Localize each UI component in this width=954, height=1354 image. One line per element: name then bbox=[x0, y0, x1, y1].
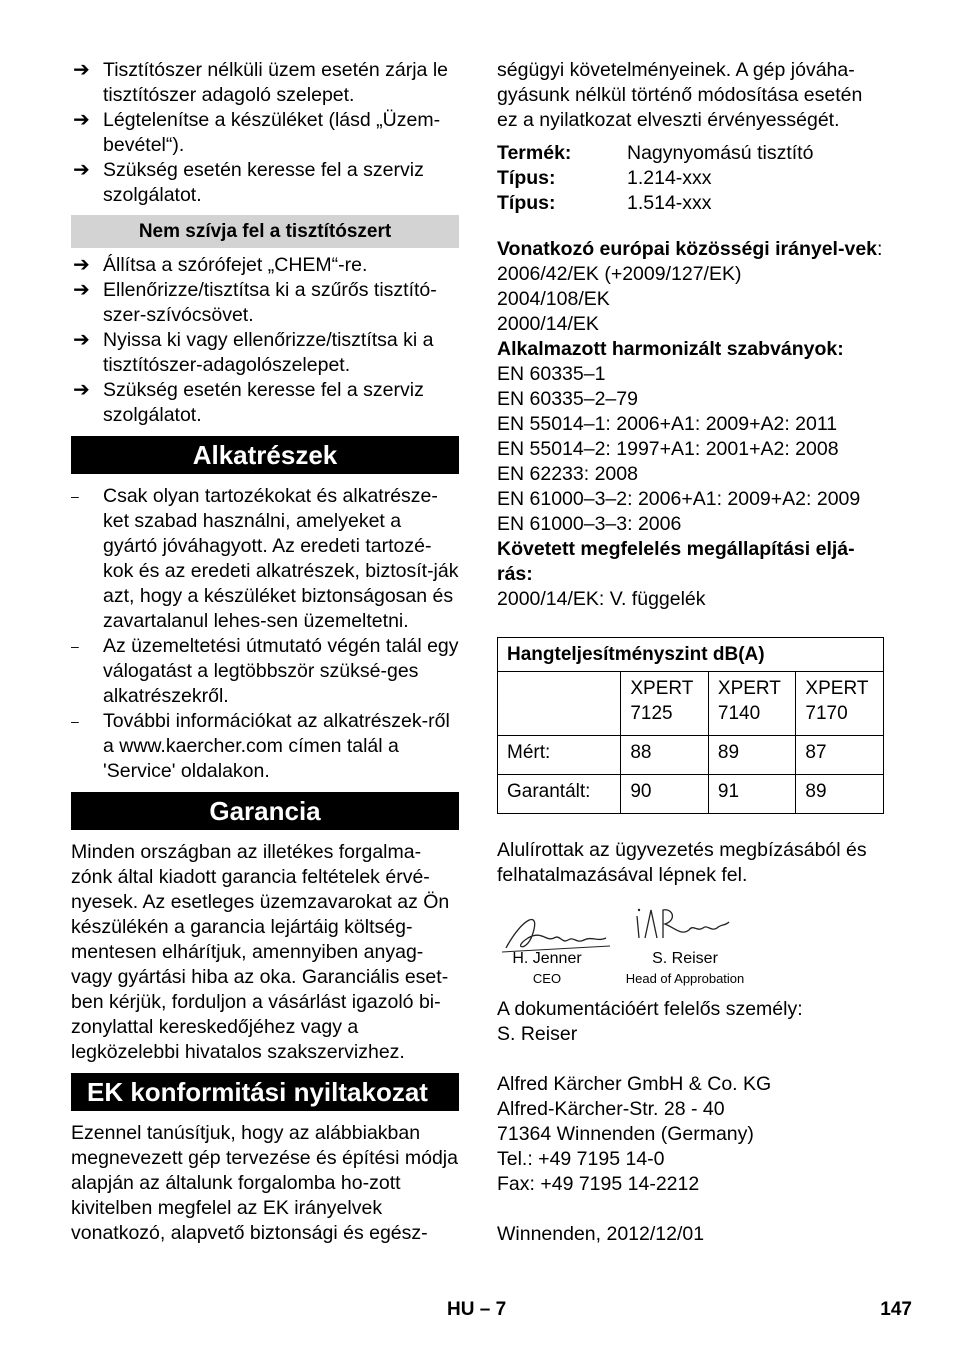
arrow-icon: ➔ bbox=[73, 379, 90, 401]
table-corner-cell bbox=[498, 672, 621, 736]
arrow-icon: ➔ bbox=[73, 254, 90, 276]
heading-parts: Alkatrészek bbox=[71, 436, 459, 474]
address-line: Fax: +49 7195 14-2212 bbox=[497, 1173, 700, 1195]
heading-ek-declaration: EK konformitási nyiltakozat bbox=[71, 1073, 459, 1111]
list-item: ➔ Nyissa ki vagy ellenőrizze/tisztítsa ki a tisztítószer-adagolószelepet. bbox=[73, 329, 434, 376]
left-column bbox=[71, 58, 459, 1246]
dash-icon: – bbox=[71, 713, 79, 729]
table-cell: 87 bbox=[796, 736, 884, 775]
standard-item: EN 60335–1 bbox=[497, 363, 606, 385]
standards-label: Alkalmazott harmonizált szabványok: bbox=[497, 338, 844, 360]
place-date: Winnenden, 2012/12/01 bbox=[497, 1223, 705, 1245]
directives-label: Vonatkozó európai közösségi irányel-vek: bbox=[497, 238, 883, 260]
standard-item: EN 55014–1: 2006+A1: 2009+A2: 2011 bbox=[497, 413, 838, 435]
table-header-cell: XPERT 7140 bbox=[708, 672, 796, 736]
right-column bbox=[497, 58, 885, 1247]
table-row bbox=[498, 736, 884, 775]
signers-paragraph: Alulírottak az ügyvezetés megbízásából és felhatalmazásával lépnek fel. bbox=[497, 839, 867, 886]
signature-jenner-image bbox=[502, 908, 612, 956]
footer-section: HU – 7 bbox=[447, 1299, 507, 1320]
arrow-icon: ➔ bbox=[73, 159, 90, 181]
signer-name: H. Jenner bbox=[512, 950, 582, 967]
row-label: Mért: bbox=[498, 736, 621, 775]
address-line: Tel.: +49 7195 14-0 bbox=[497, 1148, 665, 1170]
intro-list bbox=[71, 58, 459, 208]
warranty-paragraph: Minden országban az illetékes forgalma-zónk által kiadott garancia feltételek érvé-nyesek. Az esetleges üzemzavarokat az Ön készülékén a garancia lejártáig költség-mentesen elhárítjuk, amennyiben anyag-vagy gyártási hiba az oka. Garanciális eset-ben kérjük, forduljon a vásárlást igazoló bi-zonylattal kereskedőjéhez vagy a legközelebbi hivatalos szakszervizhez. bbox=[71, 841, 450, 1063]
arrow-icon: ➔ bbox=[73, 59, 90, 81]
noise-level-table bbox=[497, 637, 884, 814]
product-row: Típus: 1.214-xxx bbox=[497, 167, 712, 189]
table-cell: 88 bbox=[621, 736, 709, 775]
ek-paragraph: Ezennel tanúsítjuk, hogy az alábbiakban megnevezett gép tervezése és építési módja alapján az általunk forgalomba ho-zott kivitelben megfelel az EK irányelvek vonatkozó, alapvető biztonsági és egész- bbox=[71, 1122, 458, 1244]
signature-jenner bbox=[497, 950, 597, 987]
arrow-icon: ➔ bbox=[73, 279, 90, 301]
table-title: Hangteljesítményszint dB(A) bbox=[498, 638, 884, 672]
list-item: ➔ Légtelenítse a készüléket (lásd „Üzem-bevétel“). bbox=[73, 109, 441, 156]
subheading-no-detergent: Nem szívja fel a tisztítószert bbox=[71, 215, 459, 248]
directive-item: 2000/14/EK bbox=[497, 313, 599, 335]
product-info bbox=[497, 141, 885, 216]
address-line: Alfred Kärcher GmbH & Co. KG bbox=[497, 1073, 772, 1095]
dash-icon: – bbox=[71, 638, 79, 654]
directives-block bbox=[497, 237, 885, 612]
signer-role: Head of Approbation bbox=[625, 971, 745, 986]
directive-item: 2004/108/EK bbox=[497, 288, 610, 310]
product-row: Termék: Nagynyomású tisztító bbox=[497, 142, 814, 164]
address-line: 71364 Winnenden (Germany) bbox=[497, 1123, 754, 1145]
directive-item: 2006/42/EK (+2009/127/EK) bbox=[497, 263, 742, 285]
address-line: Alfred-Kärcher-Str. 28 - 40 bbox=[497, 1098, 725, 1120]
page-number: 147 bbox=[880, 1299, 912, 1320]
list-item: – Az üzemeltetési útmutató végén talál egy válogatást a legtöbbször szüksé-ges alkatrészekről. bbox=[71, 635, 459, 707]
list-item: ➔ Állítsa a szórófejet „CHEM“-re. bbox=[73, 254, 368, 276]
list-item: ➔ Szükség esetén keresse fel a szerviz szolgálatot. bbox=[73, 379, 424, 426]
doc-person: S. Reiser bbox=[497, 1023, 578, 1045]
doc-person-label: A dokumentációért felelős személy: bbox=[497, 998, 803, 1020]
list-item: ➔ Szükség esetén keresse fel a szerviz szolgálatot. bbox=[73, 159, 424, 206]
company-address bbox=[497, 1072, 885, 1197]
dash-icon: – bbox=[71, 488, 79, 504]
parts-list bbox=[71, 484, 459, 784]
procedure-label: Követett megfelelés megállapítási eljá-rás: bbox=[497, 538, 855, 585]
ek-paragraph-continued: ségügyi követelményeinek. A gép jóváha-gyásunk nélkül történő módosítása esetén ez a nyilatkozat elveszti érvényességét. bbox=[497, 59, 863, 131]
row-label: Garantált: bbox=[498, 775, 621, 814]
table-row bbox=[498, 775, 884, 814]
signature-row bbox=[497, 908, 885, 988]
standard-item: EN 61000–3–2: 2006+A1: 2009+A2: 2009 bbox=[497, 488, 861, 510]
list-item: ➔ Tisztítószer nélküli üzem esetén zárja le tisztítószer adagoló szelepet. bbox=[73, 59, 449, 106]
signature-reiser bbox=[615, 950, 755, 987]
list-item: ➔ Ellenőrizze/tisztítsa ki a szűrős tisztító-szer-szívócsövet. bbox=[73, 279, 437, 326]
detergent-list bbox=[71, 253, 459, 428]
product-row: Típus: 1.514-xxx bbox=[497, 192, 712, 214]
standard-item: EN 61000–3–3: 2006 bbox=[497, 513, 682, 535]
arrow-icon: ➔ bbox=[73, 109, 90, 131]
standard-item: EN 60335–2–79 bbox=[497, 388, 638, 410]
table-cell: 89 bbox=[708, 736, 796, 775]
table-header-cell: XPERT 7125 bbox=[621, 672, 709, 736]
heading-warranty: Garancia bbox=[71, 792, 459, 830]
table-cell: 90 bbox=[621, 775, 709, 814]
signature-reiser-image bbox=[633, 902, 733, 948]
table-header-cell: XPERT 7170 bbox=[796, 672, 884, 736]
procedure-value: 2000/14/EK: V. függelék bbox=[497, 588, 706, 610]
table-cell: 89 bbox=[796, 775, 884, 814]
signer-name: S. Reiser bbox=[652, 950, 718, 967]
standard-item: EN 55014–2: 1997+A1: 2001+A2: 2008 bbox=[497, 438, 839, 460]
list-item: – Csak olyan tartozékokat és alkatrésze-ket szabad használni, amelyeket a gyártó jóváhagyott. Az eredeti tartozé-kok és az eredeti alkatrészek, biztosít-ják azt, hogy a készüléket biztonságosan és zavartalanul lehes-sen üzemeltetni. bbox=[71, 485, 459, 632]
list-item: – További információkat az alkatrészek-ről a www.kaercher.com címen talál a 'Service' oldalakon. bbox=[71, 710, 450, 782]
signer-role: CEO bbox=[532, 971, 562, 986]
standard-item: EN 62233: 2008 bbox=[497, 463, 638, 485]
arrow-icon: ➔ bbox=[73, 329, 90, 351]
table-cell: 91 bbox=[708, 775, 796, 814]
